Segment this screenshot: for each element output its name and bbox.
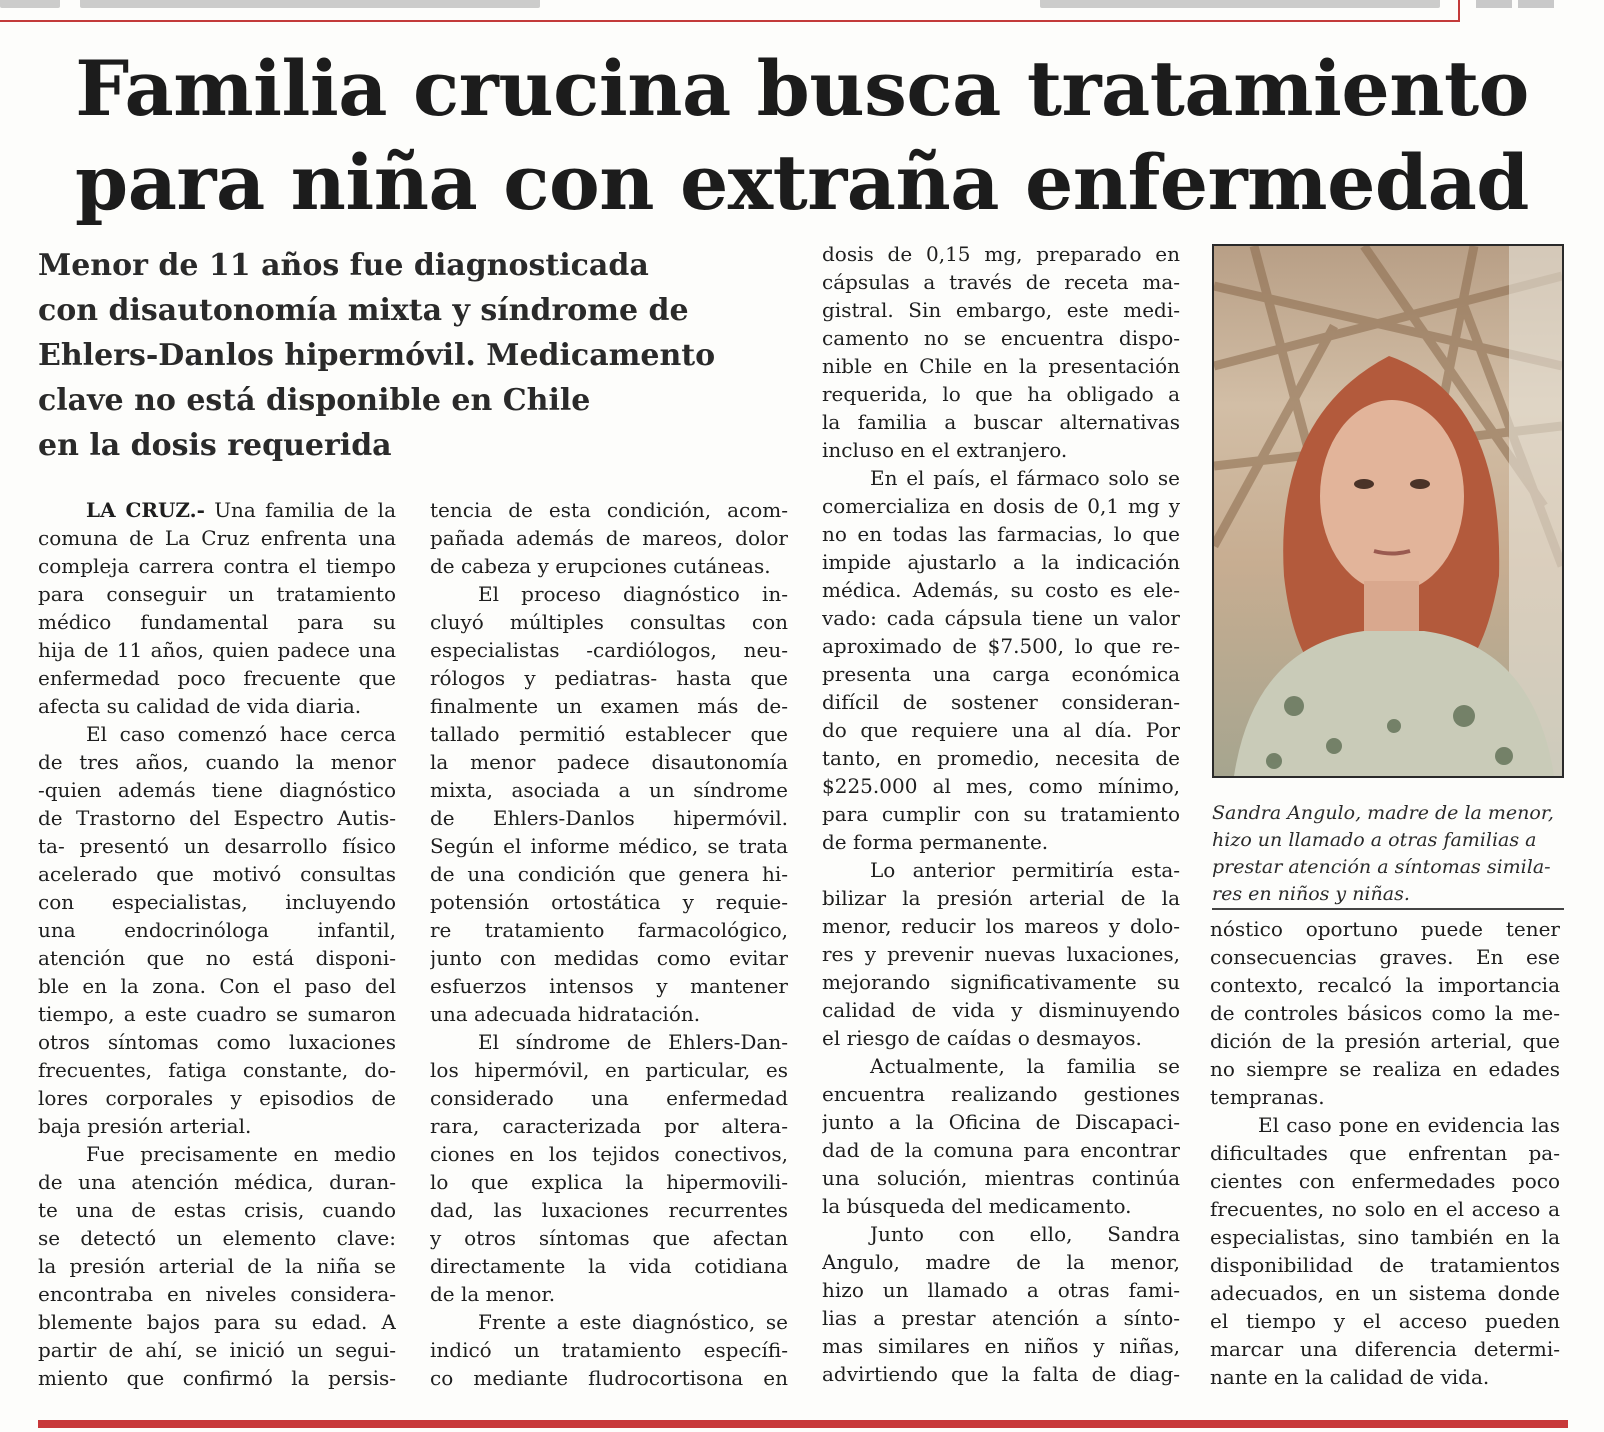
deck-line: clave no está disponible en Chile	[38, 383, 591, 418]
body-line: y otros síntomas que afectan	[430, 1226, 788, 1250]
body-line: comercializa en dosis de 0,1 mg y	[822, 494, 1180, 518]
body-line: En el país, el fármaco solo se	[870, 466, 1180, 490]
body-line: lo que explica la hipermovili-	[430, 1170, 788, 1194]
body-line: enfermedad poco frecuente que	[38, 666, 396, 690]
eye-right	[1410, 479, 1430, 489]
body-line: rólogos y pediatras- hasta que	[430, 666, 788, 690]
body-line: tallado permitió establecer que	[430, 722, 788, 746]
body-line: partir de ahí, se inició un segui-	[38, 1338, 396, 1362]
body-line: junto a la Oficina de Discapaci-	[822, 1110, 1180, 1134]
body-line: de la menor.	[430, 1282, 556, 1306]
body-line: Junto con ello, Sandra	[870, 1222, 1180, 1246]
bottom-red-rule	[38, 1420, 1568, 1428]
body-line: marcar una diferencia determi-	[1210, 1337, 1560, 1361]
body-line: tiempo, a este cuadro se sumaron	[38, 1002, 396, 1026]
body-line: frecuentes, no solo en el acceso a	[1210, 1197, 1560, 1221]
body-line: para cumplir con su tratamiento	[822, 802, 1180, 826]
body-line: adecuados, en un sistema donde	[1210, 1281, 1560, 1305]
caption-line: hizo un llamado a otras familias a	[1212, 829, 1537, 851]
body-line: de una atención médica, duran-	[38, 1170, 396, 1194]
body-line: la menor padece disautonomía	[430, 750, 788, 774]
article-headline	[0, 42, 1604, 230]
header-vertical-rule	[1458, 0, 1460, 22]
body-line: blemente bajos para su edad. A	[38, 1310, 396, 1334]
header-page-number-fragment	[0, 0, 60, 8]
body-line: contexto, recalcó la importancia	[1210, 973, 1560, 997]
body-line: ta- presentó un desarrollo físico	[38, 834, 396, 858]
body-line: de controles básicos como la me-	[1210, 1001, 1560, 1025]
body-line: directamente la vida cotidiana	[430, 1254, 788, 1278]
body-line: consecuencias graves. En ese	[1210, 945, 1560, 969]
body-line: dad, las luxaciones recurrentes	[430, 1198, 788, 1222]
body-line: frecuentes, fatiga constante, do-	[38, 1058, 396, 1082]
face-shape	[1320, 400, 1464, 592]
body-line: dad de la comuna para encontrar	[822, 1138, 1180, 1162]
body-line: médica. Además, su costo es ele-	[822, 578, 1180, 602]
header-box-left	[1476, 0, 1512, 8]
dateline: LA CRUZ.-	[86, 498, 205, 522]
body-line: la familia a buscar alternativas	[822, 410, 1180, 434]
body-line: rara, caracterizada por altera-	[430, 1114, 788, 1138]
body-line: presenta una carga económica	[822, 662, 1180, 686]
body-line: incluso en el extranjero.	[822, 438, 1068, 462]
body-line: potensión ortostática y requie-	[430, 890, 788, 914]
body-line: cápsulas a través de receta ma-	[822, 270, 1180, 294]
body-line: una endocrinóloga infantil,	[38, 918, 396, 942]
caption-line: Sandra Angulo, madre de la menor,	[1212, 802, 1554, 824]
body-line: de una condición que genera hi-	[430, 862, 788, 886]
body-column-4	[1210, 915, 1560, 1391]
body-line: Frente a este diagnóstico, se	[478, 1310, 788, 1334]
body-line: dosis de 0,15 mg, preparado en	[822, 242, 1180, 266]
body-line: especialistas -cardiólogos, neu-	[430, 638, 788, 662]
body-line: te una de estas crisis, cuando	[38, 1198, 396, 1222]
body-line: los hipermóvil, en particular, es	[430, 1058, 788, 1082]
body-line: impide ajustarlo a la indicación	[822, 550, 1180, 574]
body-line: compleja carrera contra el tiempo	[38, 554, 396, 578]
body-line: El proceso diagnóstico in-	[478, 582, 788, 606]
article-deck	[38, 243, 798, 468]
body-line: ble en la zona. Con el paso del	[38, 974, 396, 998]
body-line: nóstico oportuno puede tener	[1210, 917, 1560, 941]
body-line: hizo un llamado a otras fami-	[822, 1278, 1180, 1302]
body-line: calidad de vida y disminuyendo	[822, 998, 1180, 1022]
body-line: con especialistas, incluyendo	[38, 890, 396, 914]
body-line: la presión arterial de la niña se	[38, 1254, 396, 1278]
body-line: encontraba en niveles considera-	[38, 1282, 396, 1306]
caption-divider	[1212, 908, 1564, 910]
body-line: médico fundamental para su	[38, 610, 396, 634]
body-line: lias a prestar atención a sínto-	[822, 1306, 1180, 1330]
body-line: esfuerzos intensos y mantener	[430, 974, 788, 998]
body-line: do que requiere una al día. Por	[822, 718, 1180, 742]
body-line: El caso pone en evidencia las	[1258, 1113, 1560, 1137]
header-box-right	[1518, 0, 1554, 8]
body-line: tanto, en promedio, necesita de	[822, 746, 1180, 770]
body-line: cientes con enfermedades poco	[1210, 1169, 1560, 1193]
body-line: de tres años, cuando la menor	[38, 750, 396, 774]
body-line: Lo anterior permitiría esta-	[870, 858, 1180, 882]
body-line: pañada además de mareos, dolor	[430, 526, 788, 550]
body-line: aproximado de $7.500, lo que re-	[822, 634, 1180, 658]
body-line: encuentra realizando gestiones	[822, 1082, 1180, 1106]
body-line: para conseguir un tratamiento	[38, 582, 396, 606]
body-line: disponibilidad de tratamientos	[1210, 1253, 1560, 1277]
body-line: finalmente un examen más de-	[430, 694, 788, 718]
body-line: $225.000 al mes, como mínimo,	[822, 774, 1180, 798]
body-line: otros síntomas como luxaciones	[38, 1030, 396, 1054]
body-line: co mediante fludrocortisona en	[430, 1366, 788, 1390]
body-line: ciones en los tejidos conectivos,	[430, 1142, 788, 1166]
body-line: difícil de sostener consideran-	[822, 690, 1180, 714]
body-line: miento que confirmó la persis-	[38, 1366, 396, 1390]
body-line: res y prevenir nuevas luxaciones,	[822, 942, 1180, 966]
body-line: considerado una enfermedad	[430, 1086, 788, 1110]
article-photo	[1212, 244, 1564, 778]
body-line: de Ehlers-Danlos hipermóvil.	[430, 806, 788, 830]
headline-line: para niña con extraña enfermedad	[75, 138, 1529, 227]
header-date-fragment	[1040, 0, 1440, 8]
body-line: de forma permanente.	[822, 830, 1049, 854]
body-line: hija de 11 años, quien padece una	[38, 638, 396, 662]
body-line: tencia de esta condición, acom-	[430, 498, 788, 522]
body-line: la búsqueda del medicamento.	[822, 1194, 1132, 1218]
body-line: nible en Chile en la presentación	[822, 354, 1180, 378]
body-line: atención que no está disponi-	[38, 946, 396, 970]
body-line: de Trastorno del Espectro Autis-	[38, 806, 396, 830]
deck-line: Ehlers-Danlos hipermóvil. Medicamento	[38, 338, 716, 373]
page-header-strip	[0, 0, 1604, 22]
body-line: no siempre se realiza en edades	[1210, 1057, 1560, 1081]
body-line: afecta su calidad de vida diaria.	[38, 694, 362, 718]
body-line: mixta, asociada a un síndrome	[430, 778, 788, 802]
deck-line: Menor de 11 años fue diagnosticada	[38, 248, 649, 283]
body-line: vado: cada cápsula tiene un valor	[822, 606, 1180, 630]
body-line	[38, 496, 396, 524]
body-line: comuna de La Cruz enfrenta una	[38, 526, 396, 550]
body-line: junto con medidas como evitar	[430, 946, 788, 970]
body-line: Angulo, madre de la menor,	[822, 1250, 1180, 1274]
caption-line: res en niños y niñas.	[1212, 883, 1410, 905]
body-line: cluyó múltiples consultas con	[430, 610, 788, 634]
header-email-fragment	[80, 0, 540, 8]
body-line: Según el informe médico, se trata	[430, 834, 788, 858]
body-line: camento no se encuentra dispo-	[822, 326, 1180, 350]
body-line: mas similares en niños y niñas,	[822, 1334, 1180, 1358]
body-line: advirtiendo que la falta de diag-	[822, 1362, 1180, 1386]
body-column-1	[38, 496, 396, 1392]
body-line: se detectó un elemento clave:	[38, 1226, 396, 1250]
body-line: no en todas las farmacias, lo que	[822, 522, 1180, 546]
body-line: dición de la presión arterial, que	[1210, 1029, 1560, 1053]
body-line: requerida, lo que ha obligado a	[822, 382, 1180, 406]
body-line: una adecuada hidratación.	[430, 1002, 701, 1026]
photo-caption	[1212, 800, 1564, 908]
body-line: baja presión arterial.	[38, 1114, 252, 1138]
body-column-2	[430, 496, 788, 1392]
body-line: dificultades que enfrentan pa-	[1210, 1141, 1560, 1165]
body-line: nante en la calidad de vida.	[1210, 1365, 1490, 1389]
body-line: menor, reducir los mareos y dolo-	[822, 914, 1180, 938]
body-line: -quien además tiene diagnóstico	[38, 778, 396, 802]
body-line: gistral. Sin embargo, este medi-	[822, 298, 1180, 322]
body-line: de cabeza y erupciones cutáneas.	[430, 554, 771, 578]
body-line: El caso comenzó hace cerca	[86, 722, 396, 746]
body-line: el riesgo de caídas o desmayos.	[822, 1026, 1142, 1050]
header-red-rule	[0, 20, 1458, 22]
body-column-3	[822, 240, 1180, 1388]
body-line: bilizar la presión arterial de la	[822, 886, 1180, 910]
headline-line: Familia crucina busca tratamiento	[75, 44, 1529, 133]
body-line-text: Una familia de la	[204, 498, 396, 522]
body-line: re tratamiento farmacológico,	[430, 918, 788, 942]
caption-line: prestar atención a síntomas simila-	[1212, 856, 1551, 878]
body-line: especialistas, sino también en la	[1210, 1225, 1560, 1249]
body-line: lores corporales y episodios de	[38, 1086, 396, 1110]
body-line: Fue precisamente en medio	[86, 1142, 396, 1166]
body-line: indicó un tratamiento específi-	[430, 1338, 788, 1362]
body-line: mejorando significativamente su	[822, 970, 1180, 994]
body-line: Actualmente, la familia se	[870, 1054, 1180, 1078]
body-line: acelerado que motivó consultas	[38, 862, 396, 886]
photo-illustration	[1214, 246, 1562, 776]
body-line: el tiempo y el acceso pueden	[1210, 1309, 1560, 1333]
deck-line: en la dosis requerida	[38, 428, 392, 463]
body-line: una solución, mientras continúa	[822, 1166, 1180, 1190]
body-line: El síndrome de Ehlers-Dan-	[478, 1030, 788, 1054]
body-line: tempranas.	[1210, 1085, 1325, 1109]
deck-line: con disautonomía mixta y síndrome de	[38, 293, 689, 328]
eye-left	[1354, 479, 1374, 489]
